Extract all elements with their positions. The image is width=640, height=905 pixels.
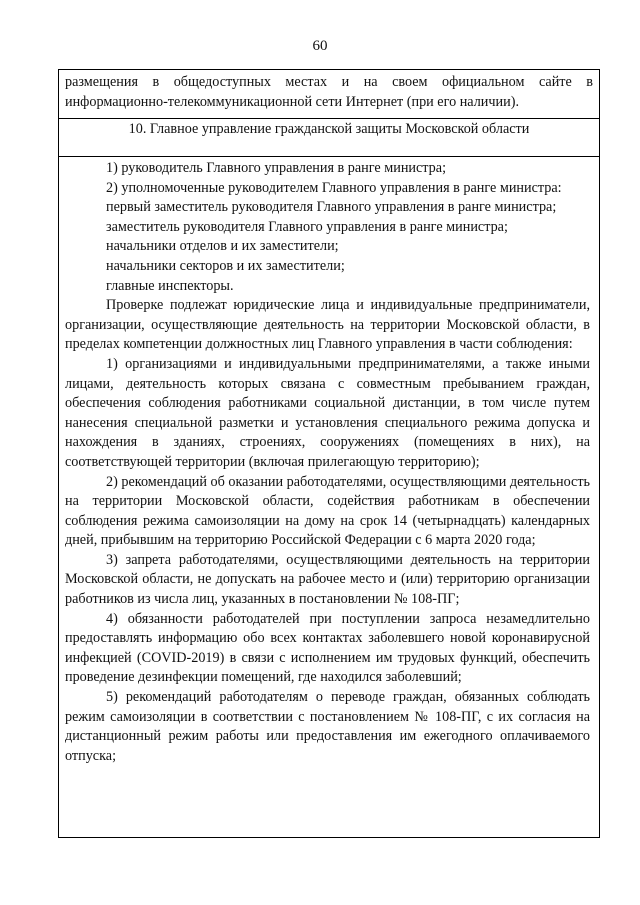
page-number: 60	[312, 38, 328, 54]
requirement-item-1: 1) организациями и индивидуальными предпринимателями, а также иными лицами, деятельность которых связана с совместным пребыванием граждан, обеспечения соблюдения работниками социальной дистанции, в том числе путем нанесения специальной разметки и установления специального режима допуска и нахождения в зданиях, строениях, сооружениях (помещениях в них), на соответствующей территории (включая прилегающую территорию);	[65, 355, 590, 470]
official-item: начальники секторов и их заместители;	[106, 257, 345, 274]
table-row-continuation	[59, 70, 599, 118]
requirement-item-2: 2) рекомендаций об оказании работодателями, осуществляющими деятельность на территории Московской области, содействия работникам в обеспечении соблюдения режима самоизоляции на дому на срок 14 (четырнадцать) календарных дней, прибывшим на территорию Российской Федерации с 6 марта 2020 года;	[65, 473, 590, 549]
document-table	[58, 69, 600, 838]
official-item: 2) уполномоченные руководителем Главного управления в ранге министра:	[106, 179, 562, 196]
intro-paragraph: Проверке подлежат юридические лица и индивидуальные предприниматели, организации, осуществляющие деятельность на территории Московской области, в пределах компетенции должностных лиц Главного управления в части соблюдения:	[65, 297, 590, 353]
section-heading: 10. Главное управление гражданской защиты Московской области	[128, 121, 530, 137]
requirement-item-4: 4) обязанности работодателей при поступлении запроса незамедлительно предоставлять информацию обо всех контактах заболевшего новой коронавирусной инфекцией (COVID-2019) в связи с исполнением им трудовых функций, обеспечить проведение дезинфекции помещений, где находился заболевший;	[65, 610, 590, 686]
requirement-item-3: 3) запрета работодателями, осуществляющими деятельность на территории Московской области, не допускать на рабочее место и (или) территорию организации работников из числа лиц, указанных в постановлении № 108-ПГ;	[65, 551, 590, 608]
table-row-section-heading	[59, 118, 599, 156]
continuation-line-2: информационно-телекоммуникационной сети Интернет (при его наличии).	[65, 93, 519, 110]
official-item: главные инспекторы.	[106, 277, 234, 294]
continuation-line-1: размещения в общедоступных местах и на своем официальном сайте в	[65, 74, 593, 90]
official-item: начальники отделов и их заместители;	[106, 238, 339, 255]
official-item: 1) руководитель Главного управления в ранге министра;	[106, 160, 447, 176]
requirement-item-5: 5) рекомендаций работодателям о переводе граждан, обязанных соблюдать режим самоизоляции в соответствии с постановлением № 108-ПГ, с их согласия на дистанционный режим работы или предоставления им ежегодного оплачиваемого отпуска;	[65, 689, 590, 764]
official-item: заместитель руководителя Главного управления в ранге министра;	[106, 218, 508, 235]
official-item: первый заместитель руководителя Главного управления в ранге министра;	[106, 199, 557, 216]
table-row-section-body	[59, 156, 599, 837]
